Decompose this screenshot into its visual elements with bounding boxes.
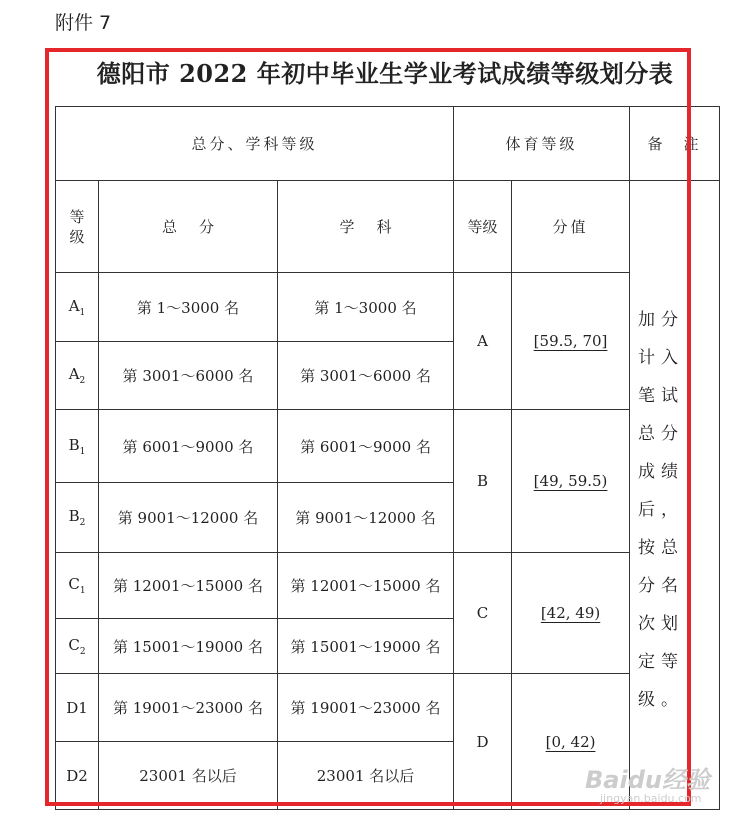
row-total: 23001 名以后 xyxy=(99,742,278,810)
pe-score: [42, 49) xyxy=(512,553,630,674)
document-title: 德阳市 2022 年初中毕业生学业考试成绩等级划分表 xyxy=(96,59,674,88)
header-total-subject: 总分、学科等级 xyxy=(56,107,454,181)
header-remarks: 备 注 xyxy=(630,107,720,181)
row-subject: 第 9001～12000 名 xyxy=(278,483,454,553)
row-subject: 第 3001～6000 名 xyxy=(278,342,454,410)
row-level: D1 xyxy=(56,674,99,742)
row-subject: 第 12001～15000 名 xyxy=(278,553,454,619)
header-total: 总分 xyxy=(99,181,278,273)
row-level: $A_2$ xyxy=(56,342,99,410)
row-total: 第 1～3000 名 xyxy=(99,273,278,342)
grade-table xyxy=(55,106,720,810)
row-level: $B_1$ xyxy=(56,410,99,483)
header-score: 分值 xyxy=(512,181,630,273)
watermark-site: jingyan.baidu.com xyxy=(600,792,702,805)
header-level xyxy=(56,181,99,273)
remarks-cell xyxy=(630,181,720,810)
pe-score: [0, 42) xyxy=(512,674,630,810)
header-subject: 学科 xyxy=(278,181,454,273)
row-level: D2 xyxy=(56,742,99,810)
row-level: $B_2$ xyxy=(56,483,99,553)
pe-level: B xyxy=(454,410,512,553)
remarks-note: 加分计入笔试总分成绩后，按总分名次划定等级。 xyxy=(638,310,685,710)
row-subject: 第 19001～23000 名 xyxy=(278,674,454,742)
row-total: 第 6001～9000 名 xyxy=(99,410,278,483)
pe-score: [49, 59.5) xyxy=(512,410,630,553)
header-pe: 体育等级 xyxy=(454,107,630,181)
row-subject: 第 6001～9000 名 xyxy=(278,410,454,483)
pe-level: A xyxy=(454,273,512,410)
row-total: 第 9001～12000 名 xyxy=(99,483,278,553)
row-total: 第 19001～23000 名 xyxy=(99,674,278,742)
row-level: $C_2$ xyxy=(56,619,99,674)
row-total: 第 12001～15000 名 xyxy=(99,553,278,619)
row-subject: 23001 名以后 xyxy=(278,742,454,810)
row-level: $A_1$ xyxy=(56,273,99,342)
watermark-logo: Baidu经验 xyxy=(585,766,710,794)
row-total: 第 3001～6000 名 xyxy=(99,342,278,410)
row-total: 第 15001～19000 名 xyxy=(99,619,278,674)
pe-level: D xyxy=(454,674,512,810)
header-pe-level: 等级 xyxy=(454,181,512,273)
pe-score: [59.5, 70] xyxy=(512,273,630,410)
pe-level: C xyxy=(454,553,512,674)
row-level: $C_1$ xyxy=(56,553,99,619)
header-level-text: 等级 xyxy=(69,207,85,246)
row-subject: 第 15001～19000 名 xyxy=(278,619,454,674)
row-subject: 第 1～3000 名 xyxy=(278,273,454,342)
attachment-label: 附件 7 xyxy=(55,12,112,34)
